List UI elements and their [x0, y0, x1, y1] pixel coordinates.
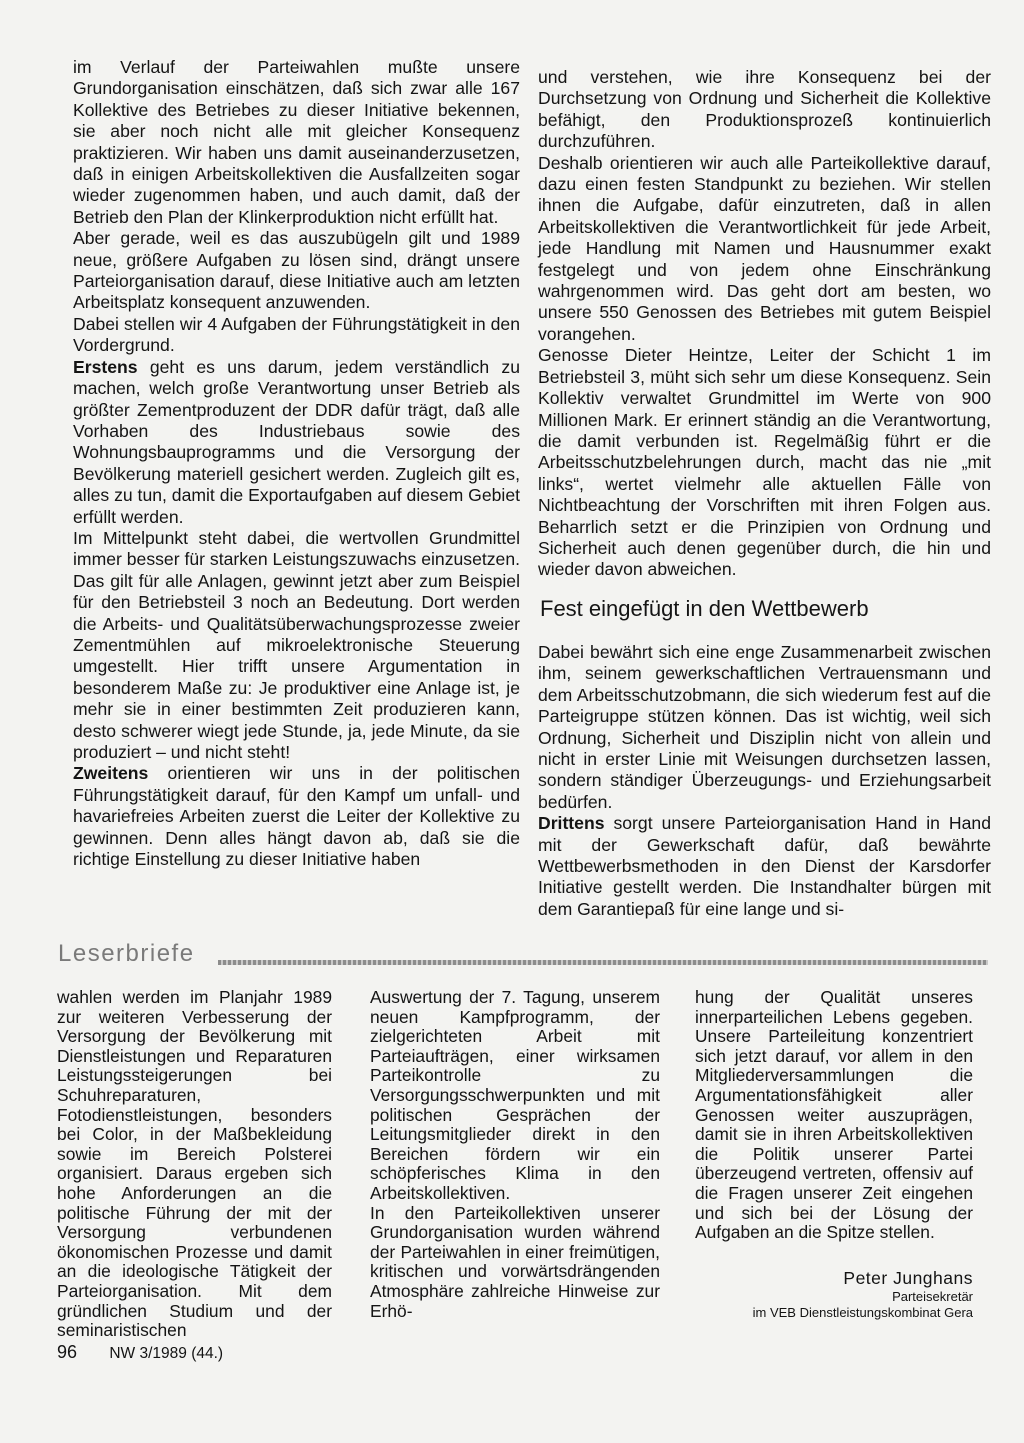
signature-role-2: im VEB Dienstleistungskombinat Gera — [752, 1305, 973, 1320]
paragraph — [73, 57, 520, 228]
paragraph — [73, 228, 520, 314]
paragraph-text: und verstehen, wie ihre Konsequenz bei der Durchsetzung von Ordnung und Sicherheit die Kollektive befähigt, den Produktionsprozeß kontinuierlich durchzuführen. — [538, 67, 991, 152]
page-number: 96 — [57, 1342, 78, 1362]
signature-role-1: Parteisekretär — [892, 1289, 973, 1304]
paragraph-text: Deshalb orientieren wir auch alle Parteikollektive darauf, dazu einen festen Standpunkt zu beziehen. Wir stellen ihnen die Aufgabe, dafür einzutreten, daß in allen Arbeitskollektiven die Verantwortlichkeit für jede Arbeit, jede Handlung mit Namen und Hausnummer exakt festgelegt und von jedem ohne Einschränkung wahrgenommen wird. Das geht dort am besten, wo unsere 550 Genossen des Betriebes mit gutem Beispiel vorangehen. — [538, 152, 991, 344]
paragraph — [73, 314, 520, 357]
paragraph-text: geht es uns darum, jedem verständlich zu machen, welch große Verantwortung unser Betrieb als größter Zementproduzent der DDR dafür trägt, daß alle Vorhaben des Industriebaus sowie des Wohnungsbauprogramms und die Versorgung der Bevölkerung materiell gesichert werden. Zugleich gilt es, alles zu tun, damit die Exportaufgaben auf diesem Gebiet erfüllt werden. — [73, 356, 520, 527]
paragraph-lead: Drittens — [538, 813, 605, 834]
paragraph: In den Parteikollektiven unserer Grundorganisation wurden während der Parteiwahlen in einer freimütigen, kritischen und vorwärtsdrängenden Atmosphäre zahlreiche Hinweise zur Erhö- — [370, 1202, 660, 1321]
article-column-right — [538, 67, 991, 581]
paragraph-lead: Zweitens — [73, 763, 149, 784]
paragraph — [538, 642, 991, 813]
article-column-left — [73, 57, 520, 870]
letter-column-2 — [370, 988, 660, 1321]
paragraph-text: im Verlauf der Parteiwahlen mußte unsere Grundorganisation einschätzen, daß sich zwar alle 167 Kollektive des Betriebes zu dieser Initiative bekennen, sie aber noch nicht alle mit gleicher Konsequenz praktizieren. Wir haben uns damit auseinanderzusetzen, daß in einigen Arbeitskollektiven die Ausfallzeiten sogar wieder zugenommen haben, und auch damit, daß der Betrieb den Plan der Klinkerproduktion nicht erfüllt hat. — [73, 57, 520, 227]
issue-info: NW 3/1989 (44.) — [109, 1345, 224, 1362]
paragraph: hung der Qualität unseres innerparteilichen Lebens gegeben. Unsere Parteileitung konzentriert sich jetzt darauf, vor allem in den Mitgliederversammlungen die Argumentationsfähigkeit aller Genossen weiter auszuprägen, damit sie in ihren Arbeitskollektiven die Politik unserer Partei überzeugend vertreten, offensiv auf die Fragen unserer Zeit eingehen und sich bei der Lösung der Aufgaben an die Spitze stellen. — [695, 987, 973, 1243]
paragraph — [538, 345, 991, 580]
paragraph — [538, 813, 991, 920]
paragraph-text: orientieren wir uns in der politischen Führungstätigkeit darauf, für den Kampf um unfall- und havariefreies Arbeiten zuerst die Leiter der Kollektive zu gewinnen. Denn alles hängt davon ab, daß sie die richtige Einstellung zu dieser Initiative haben — [73, 763, 520, 870]
paragraph — [73, 528, 520, 763]
paragraph-text: Genosse Dieter Heintze, Leiter der Schicht 1 im Betriebsteil 3, müht sich sehr um diese Konsequenz. Sein Kollektiv verwaltet Grundmittel im Werte von 900 Millionen Mark. Er erinnert ständig an die Verantwortung, die damit verbunden ist. Regelmäßig führt er die Arbeitsschutzbelehrungen durch, macht das nie „mit links“, wertet vielmehr alle aktuellen Fälle von Nichtbeachtung der Vorschriften mit ihren Folgen aus. Beharrlich setzt er die Prinzipien von Ordnung und Sicherheit auch denen gegenüber durch, die hin und wieder davon abweichen. — [538, 345, 991, 580]
paragraph-text: Im Mittelpunkt steht dabei, die wertvollen Grundmittel immer besser für starken Leistungszuwachs einzusetzen. Das gilt für alle Anlagen, gewinnt jetzt aber zum Beispiel für den Betriebsteil 3 noch an Bedeutung. Dort werden die Arbeits- und Qualitätsüberwachungsprozesse zweier Zementmühlen auf mikroelektronische Steuerung umgestellt. Hier trifft unsere Argumentation in besonderem Maße zu: Je produktiver eine Anlage ist, je mehr sie in einer bestimmten Zeit produzieren kann, desto schwerer wiegt jede Stunde, ja, jede Minute, da sie produziert – und nicht steht! — [73, 527, 520, 762]
page-footer — [57, 1342, 223, 1363]
paragraph-text: Aber gerade, weil es das auszubügeln gilt und 1989 neue, größere Aufgaben zu lösen sind, drängt unsere Parteiorganisation darauf, diese Initiative auch am letzten Arbeitsplatz konsequent anzuwenden. — [73, 228, 520, 313]
letter-signature — [695, 1268, 973, 1321]
letter-column-3 — [695, 988, 973, 1243]
paragraph — [538, 67, 991, 153]
rubric-rule — [218, 960, 988, 965]
signature-name: Peter Junghans — [843, 1268, 973, 1288]
rubric-title: Leserbriefe — [58, 940, 195, 967]
paragraph: wahlen werden im Planjahr 1989 zur weiteren Verbesserung der Versorgung der Bevölkerung mit Dienstleistungen und Reparaturen Leistungssteigerungen bei Schuhreparaturen, Fotodienstleistungen, besonders bei Color, in der Maßbekleidung sowie im Bereich Polsterei organisiert. Daraus ergeben sich hohe Anforderungen an die politische Führung der mit der Versorgung verbundenen ökonomischen Prozesse und damit an die ideologische Tätigkeit der Parteiorganisation. Mit dem gründlichen Studium und der seminaristischen — [57, 987, 332, 1341]
paragraph — [538, 153, 991, 346]
rubric-leserbriefe — [58, 940, 988, 970]
paragraph-text: Dabei stellen wir 4 Aufgaben der Führungstätigkeit in den Vordergrund. — [73, 313, 520, 356]
paragraph — [73, 763, 520, 870]
letter-column-1 — [57, 988, 332, 1341]
paragraph — [73, 357, 520, 528]
paragraph-lead: Erstens — [73, 356, 138, 377]
paragraph-text: sorgt unsere Parteiorganisation Hand in Hand mit der Gewerkschaft dafür, daß bewährte Wettbewerbsmethoden in den Dienst der Karsdorfer Initiative gestellt werden. Die Instandhalter bürgen mit dem Garantiepaß für eine lange und si- — [538, 813, 991, 919]
article-column-right-continued — [538, 642, 991, 920]
paragraph-text: Dabei bewährt sich eine enge Zusammenarbeit zwischen ihm, seinem gewerkschaftlichen Vertrauensmann und dem Arbeitsschutzobmann, die sich wiederum fest auf die Parteigruppe stützen können. Das ist wichtig, weil sich Ordnung, Sicherheit und Disziplin nicht von allein und nicht in erster Linie mit Weisungen durchsetzen lassen, sondern ständiger Überzeugungs- und Erziehungsarbeit bedürfen. — [538, 642, 991, 812]
paragraph: Auswertung der 7. Tagung, unserem neuen Kampfprogramm, der zielgerichteten Arbeit mit Parteiaufträgen, einer wirksamen Parteikontrolle zu Versorgungsschwerpunkten und mit politischen Gesprächen der Leitungsmitglieder direkt in den Bereichen fördern wir ein schöpferisches Klima in den Arbeitskollektiven. — [370, 987, 660, 1203]
article-subheading: Fest eingefügt in den Wettbewerb — [540, 596, 869, 621]
